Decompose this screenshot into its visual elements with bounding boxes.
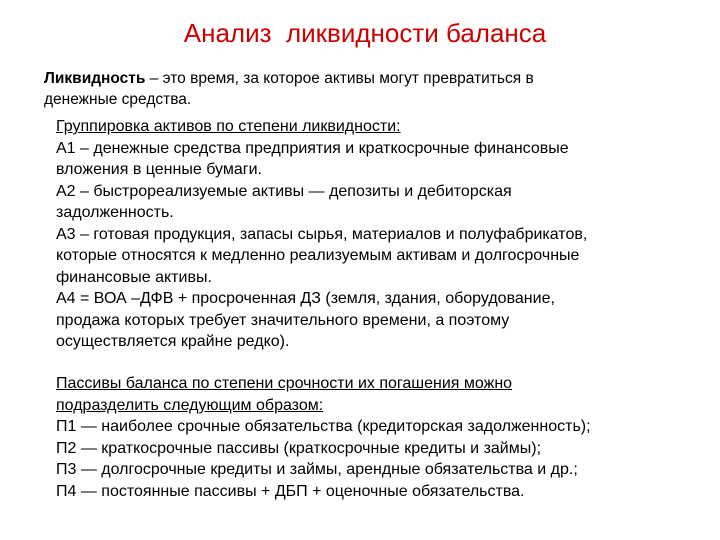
liabilities-heading-1: Пассивы баланса по степени срочности их погашения можно [56, 375, 513, 392]
liabilities-line: П1 — наиболее срочные обязательства (кредиторская задолженность); [56, 418, 591, 435]
liabilities-line: П4 — постоянные пассивы + ДБП + оценочные обязательства. [56, 482, 525, 500]
liabilities-line: П3 — долгосрочные кредиты и займы, арендные обязательства и др.; [56, 461, 578, 478]
assets-line: вложения в ценные бумаги. [56, 161, 262, 178]
assets-line: которые относятся к медленно реализуемым активам и долгосрочные [56, 247, 580, 264]
definition-text-2: денежные средства. [44, 91, 192, 108]
page-title: Анализ ликвидности баланса [183, 18, 547, 48]
assets-line: А1 – денежные средства предприятия и краткосрочные финансовые [56, 139, 569, 157]
assets-line: финансовые активы. [56, 268, 212, 286]
assets-line: продажа которых требует значительного времени, а поэтому [56, 311, 510, 329]
assets-line: осуществляется крайне редко). [56, 333, 290, 350]
definition-line-1 [44, 68, 664, 89]
assets-heading: Группировка активов по степени ликвидности: [56, 118, 401, 135]
liabilities-heading-2: подразделить следующим образом: [56, 396, 324, 414]
assets-line: А4 = ВОА –ДФВ + просроченная ДЗ (земля, здания, оборудование, [56, 290, 555, 307]
assets-line: задолженность. [56, 204, 174, 221]
assets-section [56, 116, 676, 353]
liquidity-definition [44, 68, 664, 110]
assets-line: А2 – быстрореализуемые активы — депозиты и дебиторская [56, 182, 512, 200]
liabilities-section [56, 373, 696, 502]
assets-line: А3 – готовая продукция, запасы сырья, материалов и полуфабрикатов, [56, 225, 588, 243]
definition-term: Ликвидность [44, 70, 146, 87]
liabilities-line: П2 — краткосрочные пассивы (краткосрочные кредиты и займы); [56, 439, 542, 457]
definition-text-1: – это время, за которое активы могут превратиться в [145, 70, 534, 87]
